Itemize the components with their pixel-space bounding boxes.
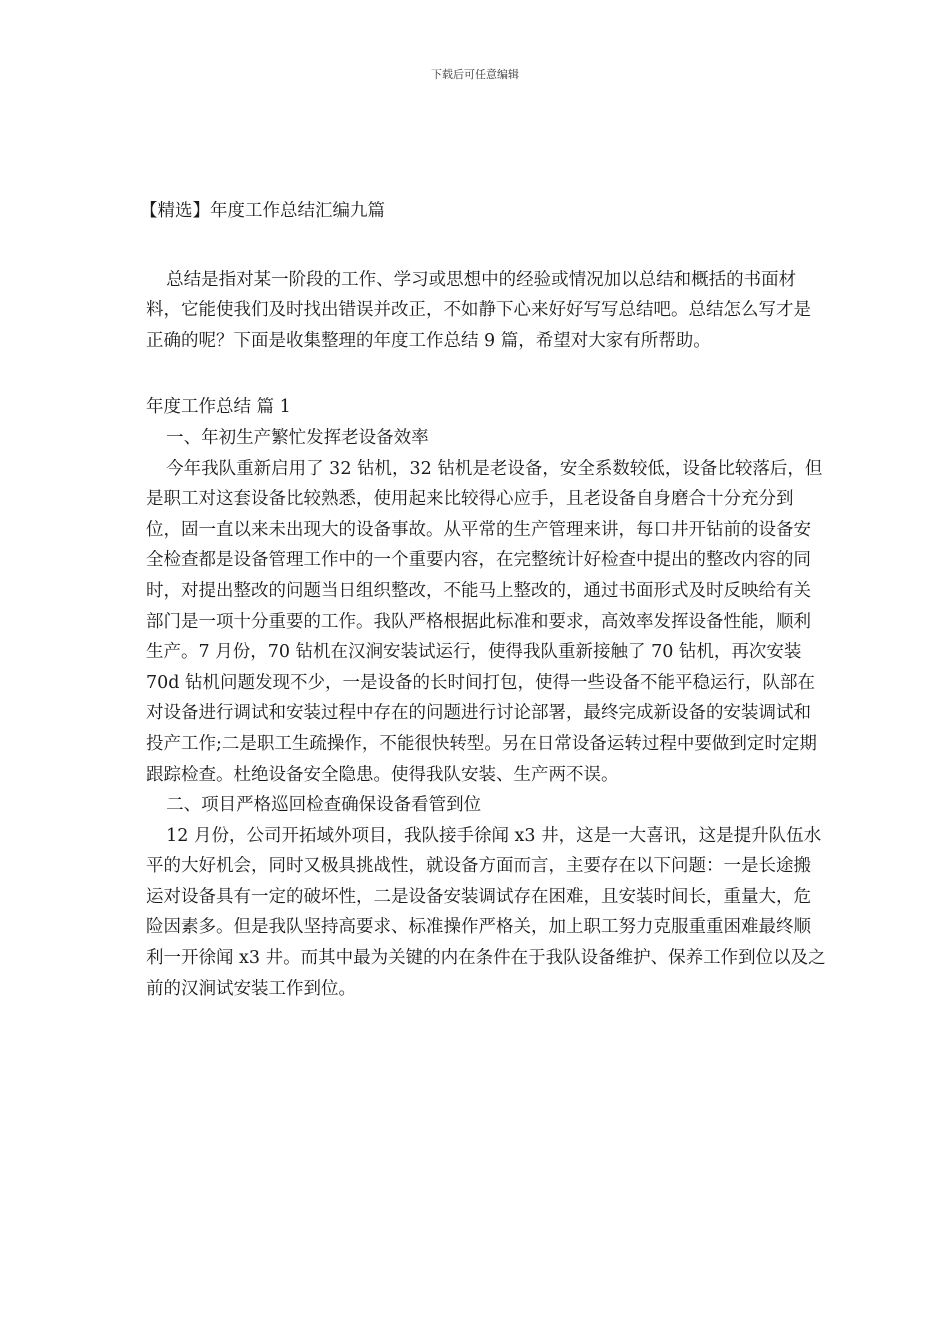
document-title: 【精选】年度工作总结汇编九篇	[140, 201, 385, 221]
heading-2: 二、项目严格巡回检查确保设备看管到位	[166, 795, 482, 816]
page-header: 下载后可任意编辑	[431, 68, 519, 81]
intro-paragraph: 总结是指对某一阶段的工作、学习或思想中的经验或情况加以总结和概括的书面材料，它能使我们及时找出错误并改正，不如静下心来好好写写总结吧。总结怎么写才是正确的呢？下面是收集整理的年度工作总结 9 篇，希望对大家有所帮助。	[146, 269, 811, 351]
paragraph-2: 12 月份，公司开拓域外项目，我队接手徐闻 x3 井，这是一大喜讯，这是提升队伍水平的大好机会，同时又极具挑战性，就设备方面而言，主要存在以下问题：一是长途搬运对设备具有一定的破坏性，二是设备安装调试存在困难，且安装时间长，重量大，危险因素多。但是我队坚持高要求、标准操作严格关，加上职工努力克服重重困难最终顺利一开徐闻 x3 井。而其中最为关键的内在条件在于我队设备维护、保养工作到位以及之前的汉涧试安装工作到位。	[146, 825, 826, 999]
document-body	[140, 196, 826, 1004]
section-title: 年度工作总结 篇 1	[146, 397, 291, 418]
heading-1: 一、年初生产繁忙发挥老设备效率	[166, 427, 429, 448]
paragraph-1: 今年我队重新启用了 32 钻机，32 钻机是老设备，安全系数较低，设备比较落后，但是职工对这套设备比较熟悉，使用起来比较得心应手，且老设备自身磨合十分充分到位，固一直以来未出现大的设备事故。从平常的生产管理来讲，每口井开钻前的设备安全检查都是设备管理工作中的一个重要内容，在完整统计好检查中提出的整改内容的同时，对提出整改的问题当日组织整改，不能马上整改的，通过书面形式及时反映给有关部门是一项十分重要的工作。我队严格根据此标准和要求，高效率发挥设备性能，顺利生产。7 月份，70 钻机在汉涧安装试运行，使得我队重新接触了 70 钻机，再次安装 70d 钻机问题发现不少，一是设备的长时间打包，使得一些设备不能平稳运行，队部在对设备进行调试和安装过程中存在的问题进行讨论部署，最终完成新设备的安装调试和投产工作;二是职工生疏操作，不能很快转型。另在日常设备运转过程中要做到定时定期跟踪检查。杜绝设备安全隐患。使得我队安装、生产两不误。	[146, 458, 823, 785]
